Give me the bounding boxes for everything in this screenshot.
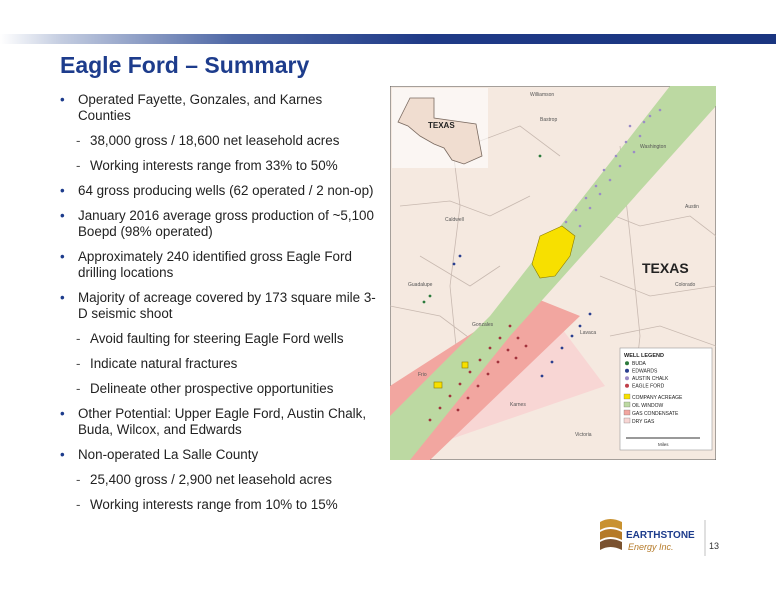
- header-bar: [0, 34, 776, 44]
- bullet-item: • January 2016 average gross production of ~5,100 Boepd (98% operated): [60, 208, 376, 240]
- legend-area-label: GAS CONDENSATE: [632, 411, 679, 417]
- sub-bullet-item: - Delineate other prospective opportunities: [60, 381, 376, 397]
- legend-well-label: EDWARDS: [632, 368, 658, 375]
- legend-area-swatch: [624, 418, 630, 423]
- sub-bullet-item: - 25,400 gross / 2,900 net leasehold acres: [60, 472, 376, 488]
- bullet-item: • 64 gross producing wells (62 operated / 2 non-op): [60, 183, 376, 199]
- sub-bullet-item: - Working interests range from 33% to 50%: [60, 158, 376, 174]
- sub-bullet-item: - Avoid faulting for steering Eagle Ford wells: [60, 331, 376, 347]
- place-label: Guadalupe: [408, 282, 433, 288]
- page-number: 13: [709, 541, 720, 551]
- inset-texas-label: TEXAS: [428, 121, 455, 130]
- bullet-list: [60, 92, 376, 522]
- legend-well-label: AUSTIN CHALK: [632, 376, 669, 382]
- place-label: Bastrop: [540, 117, 558, 123]
- place-label: Williamson: [530, 92, 555, 98]
- logo-mark-icon: [600, 519, 622, 550]
- bullet-item: • Other Potential: Upper Eagle Ford, Austin Chalk, Buda, Wilcox, and Edwards: [60, 406, 376, 438]
- sub-bullet-item: - Indicate natural fractures: [60, 356, 376, 372]
- legend-area-swatch: [624, 394, 630, 399]
- legend-area-swatch: [624, 402, 630, 407]
- sub-bullet-item: - 38,000 gross / 18,600 net leasehold acres: [60, 133, 376, 149]
- legend-title: WELL LEGEND: [624, 353, 664, 359]
- place-label: Karnes: [510, 402, 526, 408]
- eagle-ford-map: [390, 86, 716, 460]
- legend-well-label: EAGLE FORD: [632, 383, 665, 390]
- legend-area-label: DRY GAS: [632, 419, 655, 425]
- place-label: Lavaca: [580, 330, 597, 336]
- place-label: Victoria: [575, 432, 592, 438]
- legend-well-swatch: [625, 361, 629, 365]
- place-label: Frio: [418, 372, 427, 378]
- slide-title: Eagle Ford – Summary: [60, 52, 310, 78]
- legend-area-label: COMPANY ACREAGE: [632, 395, 683, 401]
- legend-well-swatch: [625, 376, 629, 380]
- place-label: Austin: [685, 204, 699, 210]
- earthstone-logo: [598, 516, 708, 560]
- bullet-item: • Majority of acreage covered by 173 square mile 3-D seismic shoot: [60, 290, 376, 322]
- place-label: Gonzales: [472, 322, 494, 328]
- place-label: Caldwell: [445, 217, 464, 223]
- place-label: Washington: [640, 144, 667, 150]
- legend-area-swatch: [624, 410, 630, 415]
- legend-well-swatch: [625, 384, 629, 388]
- map-legend: [620, 348, 712, 450]
- logo-name: EARTHSTONE: [626, 530, 695, 541]
- texas-inset: [392, 88, 488, 168]
- legend-well-label: BUDA: [632, 361, 646, 367]
- bullet-item: • Non-operated La Salle County: [60, 447, 376, 463]
- bullet-item: • Operated Fayette, Gonzales, and Karnes Counties: [60, 92, 376, 124]
- place-label: Colorado: [675, 282, 696, 288]
- logo-sub: Energy Inc.: [628, 542, 674, 552]
- legend-well-swatch: [625, 369, 629, 373]
- sub-bullet-item: - Working interests range from 10% to 15%: [60, 497, 376, 513]
- bullet-item: • Approximately 240 identified gross Eagle Ford drilling locations: [60, 249, 376, 281]
- legend-area-label: OIL WINDOW: [632, 403, 664, 409]
- map-texas-label: TEXAS: [642, 260, 689, 276]
- scale-label: Miles: [658, 442, 669, 447]
